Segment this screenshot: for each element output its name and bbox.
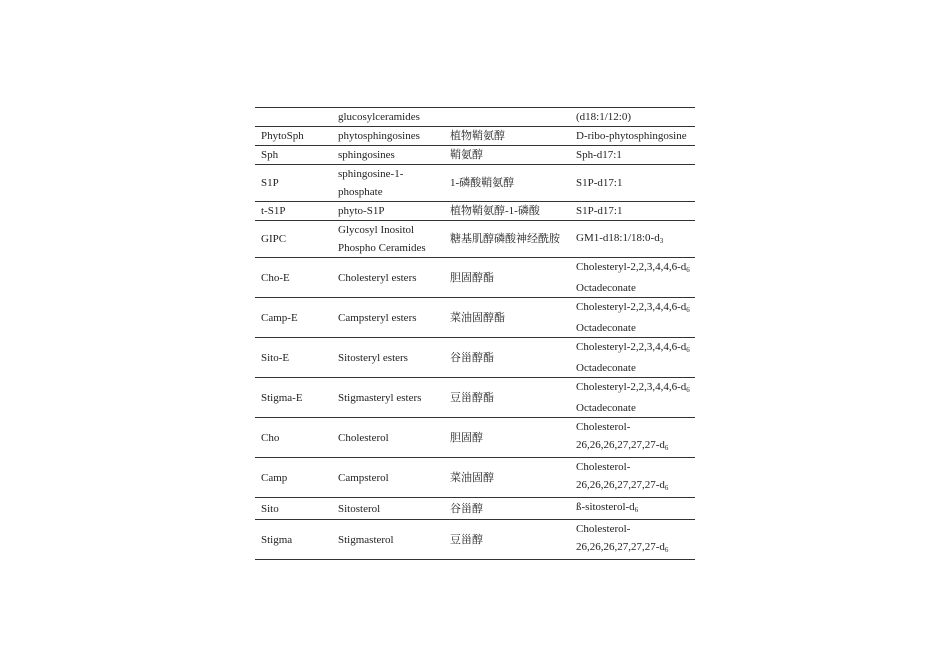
internal-standard-text: Cholesterol-26,26,26,27,27,27-d [576, 461, 665, 491]
abbreviation-text: PhytoSph [261, 130, 304, 142]
internal-standard-cell [570, 221, 695, 258]
chinese-name-cell [444, 338, 570, 378]
english-name-cell [332, 127, 444, 146]
english-name-text: phytosphingosines [338, 130, 420, 142]
internal-standard-cell [570, 258, 695, 298]
abbreviation-cell [255, 146, 332, 165]
isotope-subscript: 6 [634, 506, 639, 514]
isotope-subscript: 6 [664, 484, 669, 492]
abbreviation-cell [255, 127, 332, 146]
chinese-name-cell [444, 418, 570, 458]
english-name-cell [332, 338, 444, 378]
table-row [255, 520, 695, 560]
abbreviation-cell [255, 221, 332, 258]
abbreviation-cell [255, 338, 332, 378]
internal-standard-text: GM1-d18:1/18:0-d [576, 231, 660, 244]
lipid-standards-table [255, 107, 695, 560]
abbreviation-cell [255, 520, 332, 560]
abbreviation-text: Sph [261, 149, 279, 161]
chinese-name-cell [444, 498, 570, 520]
isotope-subscript: 3 [659, 236, 664, 245]
abbreviation-cell [255, 298, 332, 338]
chinese-name-cell [444, 258, 570, 298]
abbreviation-text: Sito [261, 502, 279, 515]
table-row [255, 498, 695, 520]
table-row [255, 298, 695, 338]
isotope-subscript: 6 [664, 444, 669, 452]
isotope-subscript: 6 [686, 386, 690, 394]
chinese-name-cell [444, 221, 570, 258]
internal-standard-cell [570, 108, 695, 127]
internal-standard-text: D-ribo-phytosphingosine [576, 130, 687, 142]
internal-standard-cell [570, 378, 695, 418]
english-name-cell [332, 520, 444, 560]
abbreviation-cell [255, 108, 332, 127]
internal-standard-text: S1P-d17:1 [576, 205, 623, 217]
internal-standard-cell [570, 498, 695, 520]
chinese-name-text: 鞘氨醇 [450, 149, 483, 161]
abbreviation-cell [255, 258, 332, 298]
standard-suffix-text: Octadeconate [576, 402, 636, 414]
chinese-name-text: 豆甾醇 [450, 533, 483, 546]
table-row [255, 108, 695, 127]
table-row [255, 418, 695, 458]
table-row [255, 202, 695, 221]
english-name-text: Cholesteryl esters [338, 271, 417, 284]
abbreviation-text: Camp-E [261, 311, 298, 324]
chinese-name-text: 胆固醇 [450, 431, 483, 444]
english-name-text: Stigmasterol [338, 533, 394, 546]
internal-standard-cell [570, 127, 695, 146]
english-name-text: Campsteryl esters [338, 311, 417, 324]
chinese-name-text: 菜油固醇 [450, 471, 494, 484]
internal-standard-text: (d18:1/12:0) [576, 111, 631, 123]
internal-standard-cell [570, 520, 695, 560]
standard-suffix-text: Octadeconate [576, 322, 636, 334]
english-name-cell [332, 258, 444, 298]
abbreviation-text: Camp [261, 471, 288, 484]
internal-standard-text: Cholesterol-26,26,26,27,27,27-d [576, 523, 665, 553]
table-row [255, 458, 695, 498]
chinese-name-cell [444, 520, 570, 560]
abbreviation-cell [255, 458, 332, 498]
english-name-cell [332, 298, 444, 338]
chinese-name-cell [444, 202, 570, 221]
abbreviation-text: Cho [261, 431, 280, 444]
internal-standard-text: Cholesteryl-2,2,3,4,4,6-d [576, 381, 687, 393]
abbreviation-text: Cho-E [261, 271, 290, 284]
abbreviation-cell [255, 418, 332, 458]
abbreviation-cell [255, 165, 332, 202]
table-row [255, 165, 695, 202]
abbreviation-cell [255, 498, 332, 520]
table-row [255, 127, 695, 146]
isotope-subscript: 6 [686, 266, 690, 274]
english-name-text: Cholesterol [338, 431, 389, 444]
english-name-cell [332, 146, 444, 165]
abbreviation-text: t-S1P [261, 205, 286, 217]
internal-standard-text: S1P-d17:1 [576, 177, 623, 189]
table-row [255, 146, 695, 165]
chinese-name-text: 植物鞘氨醇-1-磷酸 [450, 205, 540, 217]
table-row [255, 221, 695, 258]
chinese-name-cell [444, 108, 570, 127]
internal-standard-text: Cholesterol-26,26,26,27,27,27-d [576, 421, 665, 451]
chinese-name-text: 菜油固醇酯 [450, 311, 505, 324]
english-name-text: Sitosterol [338, 502, 381, 515]
chinese-name-text: 糖基肌醇磷酸神经酰胺 [450, 233, 560, 245]
english-name-cell [332, 165, 444, 202]
chinese-name-text: 1-磷酸鞘氨醇 [450, 177, 515, 189]
isotope-subscript: 6 [686, 346, 690, 354]
internal-standard-text: Sph-d17:1 [576, 149, 622, 161]
table-row [255, 338, 695, 378]
chinese-name-cell [444, 298, 570, 338]
english-name-text: phyto-S1P [338, 205, 385, 217]
internal-standard-cell [570, 202, 695, 221]
abbreviation-cell [255, 202, 332, 221]
chinese-name-cell [444, 378, 570, 418]
abbreviation-text: Stigma [261, 533, 293, 546]
chinese-name-cell [444, 127, 570, 146]
internal-standard-text: ß-sitosterol-d [576, 501, 635, 513]
english-name-text: glucosylceramides [338, 111, 420, 123]
table-row [255, 258, 695, 298]
internal-standard-text: Cholesteryl-2,2,3,4,4,6-d [576, 341, 687, 353]
chinese-name-text: 植物鞘氨醇 [450, 130, 505, 142]
english-name-cell [332, 498, 444, 520]
english-name-text: Glycosyl Inositol Phospho Ceramides [338, 224, 426, 254]
english-name-cell [332, 458, 444, 498]
english-name-text: Sitosteryl esters [338, 351, 408, 364]
abbreviation-text: Stigma-E [261, 391, 303, 404]
english-name-text: sphingosine-1-phosphate [338, 168, 404, 198]
internal-standard-cell [570, 418, 695, 458]
english-name-cell [332, 108, 444, 127]
english-name-text: sphingosines [338, 149, 395, 161]
internal-standard-cell [570, 338, 695, 378]
abbreviation-text: Sito-E [261, 351, 290, 364]
internal-standard-text: Cholesteryl-2,2,3,4,4,6-d [576, 261, 687, 273]
abbreviation-cell [255, 378, 332, 418]
abbreviation-text: GIPC [261, 233, 287, 245]
english-name-cell [332, 418, 444, 458]
chinese-name-cell [444, 146, 570, 165]
english-name-cell [332, 378, 444, 418]
internal-standard-cell [570, 146, 695, 165]
standard-suffix-text: Octadeconate [576, 282, 636, 294]
internal-standard-cell [570, 458, 695, 498]
english-name-cell [332, 202, 444, 221]
isotope-subscript: 6 [686, 306, 690, 314]
chinese-name-text: 胆固醇酯 [450, 271, 494, 284]
chinese-name-text: 豆甾醇酯 [450, 391, 494, 404]
internal-standard-text: Cholesteryl-2,2,3,4,4,6-d [576, 301, 687, 313]
chinese-name-cell [444, 165, 570, 202]
chinese-name-text: 谷甾醇 [450, 502, 483, 515]
english-name-text: Stigmasteryl esters [338, 391, 422, 404]
internal-standard-cell [570, 298, 695, 338]
table-row [255, 378, 695, 418]
abbreviation-text: S1P [261, 177, 279, 189]
chinese-name-text: 谷甾醇酯 [450, 351, 494, 364]
isotope-subscript: 6 [664, 546, 669, 554]
lipid-table-body [255, 108, 695, 560]
internal-standard-cell [570, 165, 695, 202]
chinese-name-cell [444, 458, 570, 498]
english-name-cell [332, 221, 444, 258]
standard-suffix-text: Octadeconate [576, 362, 636, 374]
english-name-text: Campsterol [338, 471, 389, 484]
